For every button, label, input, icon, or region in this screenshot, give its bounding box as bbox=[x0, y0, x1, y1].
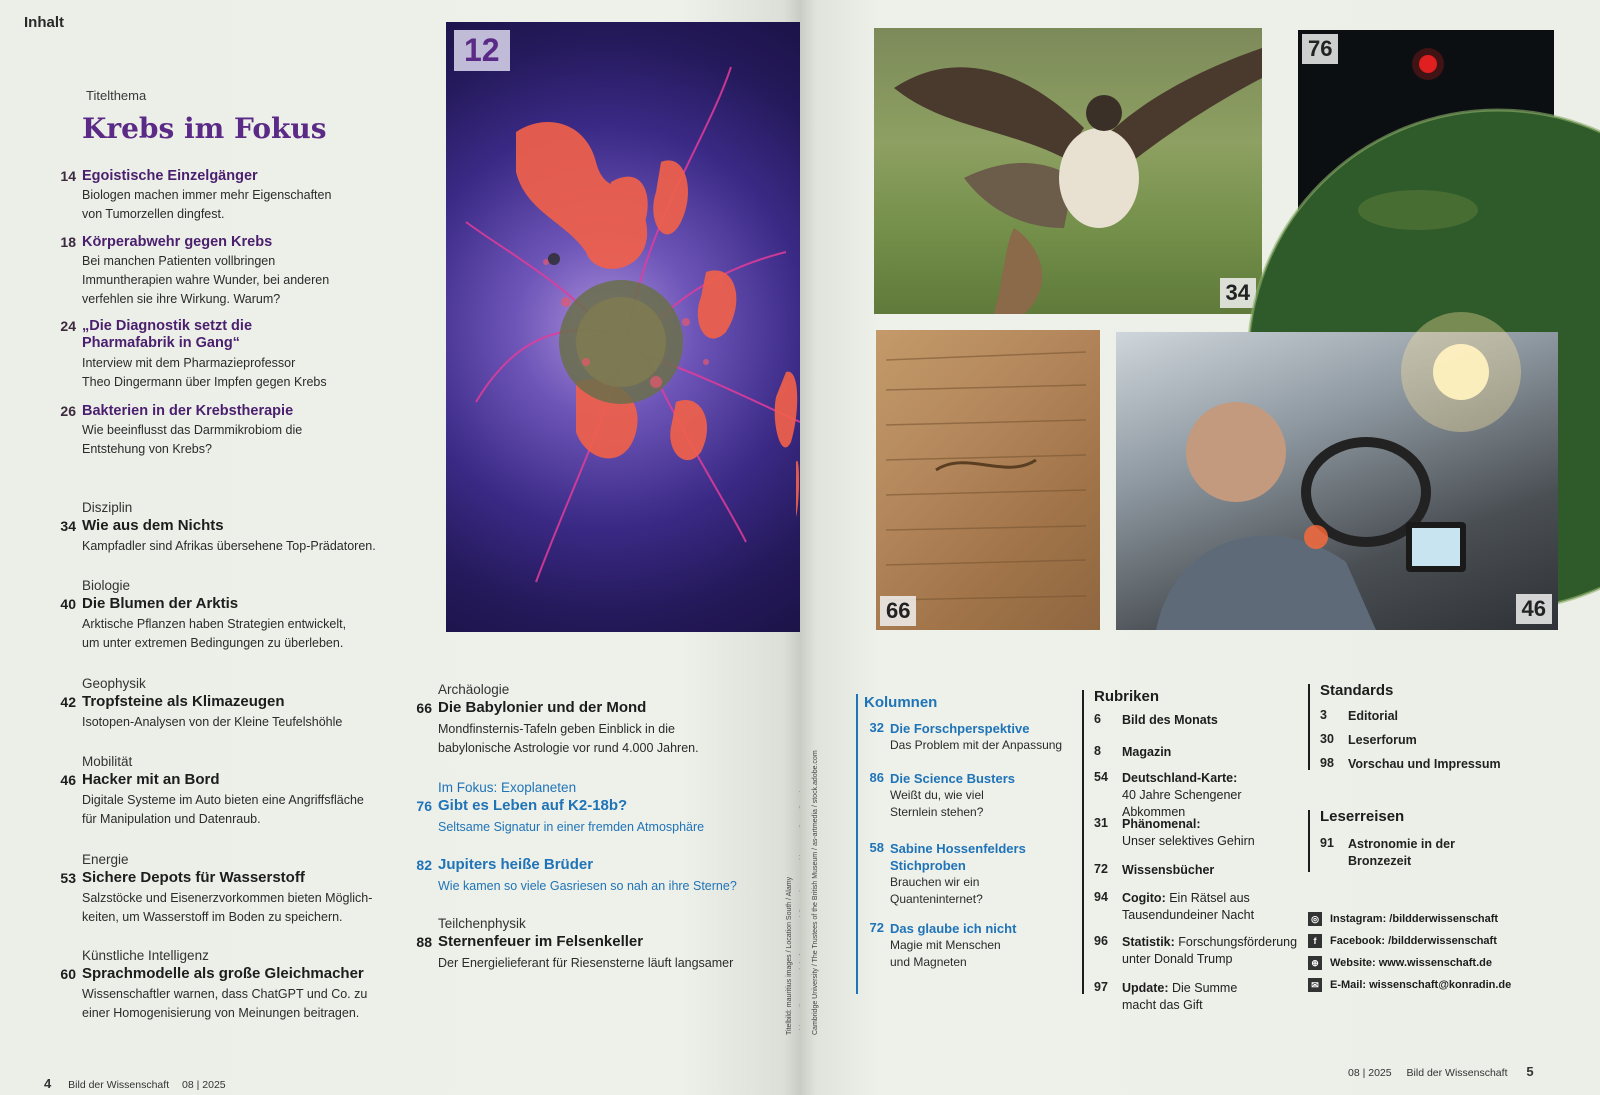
right-page bbox=[800, 0, 1600, 1095]
cover-story-entry bbox=[52, 234, 412, 314]
entry-title: Die Blumen der Arktis bbox=[82, 595, 239, 612]
article-entry bbox=[52, 754, 432, 834]
kolumnen-divider bbox=[856, 694, 858, 994]
entry-description: Weißt du, wie viel Sternlein stehen? bbox=[890, 788, 984, 819]
entry-description: Kampfadler sind Afrikas übersehene Top-Prädatoren. bbox=[82, 539, 376, 553]
rubrik-entry bbox=[1094, 980, 1304, 1020]
entry-page-number: 97 bbox=[1094, 980, 1108, 994]
entry-page-number: 18 bbox=[60, 234, 76, 250]
article-entry bbox=[52, 676, 432, 756]
entry-title: Hacker mit an Bord bbox=[82, 771, 220, 788]
entry-page-number: 66 bbox=[416, 700, 432, 716]
cover-story-entry bbox=[52, 403, 412, 483]
leserreisen-title: Leserreisen bbox=[1320, 808, 1405, 825]
entry-category: Disziplin bbox=[82, 500, 133, 515]
entry-description: Forschungsförderung unter Donald Trump bbox=[1122, 935, 1298, 966]
entry-description: Salzstöcke und Eisenerzvorkommen bieten Möglich- keiten, um Wasserstoff im Boden zu speichern. bbox=[82, 891, 373, 924]
facebook-icon: f bbox=[1308, 934, 1322, 948]
entry-page-number: 88 bbox=[416, 934, 432, 950]
eagle-page-badge: 34 bbox=[1220, 278, 1256, 308]
titelthema-title: Krebs im Fokus bbox=[82, 112, 327, 145]
entry-description: Die Summe macht das Gift bbox=[1122, 981, 1238, 1012]
kolumne-entry bbox=[860, 840, 1080, 910]
entry-text bbox=[1122, 862, 1214, 879]
leserreisen-number: 91 bbox=[1320, 836, 1334, 850]
entry-text bbox=[1122, 770, 1304, 821]
article-entry bbox=[408, 916, 788, 986]
entry-text bbox=[1122, 890, 1254, 924]
entry-text bbox=[1122, 712, 1218, 729]
standards-entry bbox=[1320, 708, 1560, 728]
entry-title: Die Science Busters bbox=[890, 771, 1016, 786]
mail-icon: ✉ bbox=[1308, 978, 1322, 992]
photo-credit-3: Cambridge University / The Trustees of the British Museum / as-artmedia / stock.adobe.com bbox=[812, 750, 819, 1035]
entry-description: 40 Jahre Schengener Abkommen bbox=[1122, 788, 1242, 819]
left-page-number: 4 bbox=[44, 1076, 52, 1091]
eagle-illustration bbox=[874, 28, 1262, 314]
standards-title: Standards bbox=[1320, 682, 1394, 699]
entry-category: Archäologie bbox=[438, 682, 510, 697]
entry-description: Interview mit dem Pharmazieprofessor Theo Dingermann über Impfen gegen Krebs bbox=[82, 356, 327, 389]
article-entry bbox=[52, 500, 432, 580]
entry-category: Künstliche Intelligenz bbox=[82, 948, 209, 963]
entry-category: Geophysik bbox=[82, 676, 146, 691]
leserreisen-label: Astronomie in der Bronzezeit bbox=[1348, 837, 1455, 868]
entry-title: Leserforum bbox=[1348, 733, 1417, 747]
entry-title: Die Forschperspektive bbox=[890, 721, 1030, 736]
driver-illustration bbox=[1116, 332, 1558, 630]
titelthema-label: Titelthema bbox=[86, 88, 147, 103]
entry-description: Mondfinsternis-Tafeln geben Einblick in die babylonische Astrologie vor rund 4.000 Jahren. bbox=[438, 722, 699, 755]
entry-title: Bild des Monats bbox=[1122, 713, 1218, 727]
entry-page-number: 53 bbox=[60, 870, 76, 886]
social-link bbox=[1308, 934, 1497, 948]
entry-title: Die Babylonier und der Mond bbox=[438, 699, 647, 716]
car-interior-photo bbox=[1116, 332, 1558, 630]
social-link bbox=[1308, 956, 1492, 970]
entry-description: Digitale Systeme im Auto bieten eine Angriffsfläche für Manipulation und Datenraub. bbox=[82, 793, 364, 826]
cancer-cell-illustration bbox=[446, 22, 800, 632]
rubrik-entry bbox=[1094, 816, 1304, 856]
entry-title: Wissensbücher bbox=[1122, 863, 1215, 877]
entry-description: Der Energielieferant für Riesensterne läuft langsamer bbox=[438, 956, 734, 970]
rubriken-title: Rubriken bbox=[1094, 688, 1160, 705]
left-footer bbox=[44, 1076, 226, 1091]
rubrik-entry bbox=[1094, 934, 1304, 974]
entry-page-number: 72 bbox=[1094, 862, 1108, 876]
entry-description: Ein Rätsel aus Tausendundeiner Nacht bbox=[1122, 891, 1255, 922]
entry-description: Bei manchen Patienten vollbringen Immuntherapien wahre Wunder, bei anderen verfehlen sie ihre Wirkung. Warum? bbox=[82, 254, 330, 306]
entry-title: Gibt es Leben auf K2-18b? bbox=[438, 797, 628, 814]
entry-title: Egoistische Einzelgänger bbox=[82, 168, 258, 184]
article-entry bbox=[408, 682, 788, 755]
entry-description: Biologen machen immer mehr Eigenschaften von Tumorzellen dingfest. bbox=[82, 188, 332, 221]
entry-category: Teilchenphysik bbox=[438, 916, 526, 931]
cover-page-badge: 12 bbox=[454, 30, 510, 71]
entry-category: Mobilität bbox=[82, 754, 133, 769]
entry-title: Vorschau und Impressum bbox=[1348, 757, 1501, 771]
social-text: E-Mail: wissenschaft@konradin.de bbox=[1330, 978, 1512, 991]
article-entry bbox=[52, 578, 432, 658]
left-footer-issue: 08 | 2025 bbox=[182, 1079, 226, 1091]
entry-text bbox=[1122, 816, 1255, 850]
entry-title: Jupiters heiße Brüder bbox=[438, 856, 594, 873]
entry-title: Deutschland-Karte: bbox=[1122, 771, 1238, 785]
kolumne-entry bbox=[860, 920, 1080, 990]
social-text: Website: www.wissenschaft.de bbox=[1330, 956, 1492, 969]
entry-title: Cogito: bbox=[1122, 891, 1166, 905]
entry-page-number: 76 bbox=[416, 798, 432, 814]
right-page-number: 5 bbox=[1526, 1064, 1534, 1079]
social-link bbox=[1308, 912, 1498, 926]
tablet-page-badge: 66 bbox=[880, 596, 916, 626]
cover-illustration bbox=[446, 22, 800, 632]
entry-title: Körperabwehr gegen Krebs bbox=[82, 234, 273, 250]
rubriken-divider bbox=[1082, 690, 1084, 994]
exoplanet-illustration bbox=[1298, 30, 1554, 316]
entry-category: Im Fokus: Exoplaneten bbox=[438, 780, 577, 795]
entry-page-number: 60 bbox=[60, 966, 76, 982]
page-header: Inhalt bbox=[24, 14, 64, 31]
entry-page-number: 40 bbox=[60, 596, 76, 612]
rubrik-entry bbox=[1094, 770, 1304, 819]
cuneiform-texture bbox=[876, 330, 1100, 630]
article-entry bbox=[52, 852, 432, 932]
clay-tablet-photo bbox=[876, 330, 1100, 630]
article-entry bbox=[408, 780, 788, 850]
entry-page-number: 3 bbox=[1320, 708, 1327, 722]
entry-page-number: 26 bbox=[60, 403, 76, 419]
entry-title: Wie aus dem Nichts bbox=[82, 517, 224, 534]
entry-page-number: 24 bbox=[60, 318, 76, 334]
entry-page-number: 96 bbox=[1094, 934, 1108, 948]
entry-description: Seltsame Signatur in einer fremden Atmosphäre bbox=[438, 820, 705, 834]
kolumnen-title: Kolumnen bbox=[864, 694, 938, 711]
entry-title: Sprachmodelle als große Gleichmacher bbox=[82, 965, 364, 982]
entry-title: Das glaube ich nicht bbox=[890, 921, 1017, 936]
photo-credit-1: Titelbild: mauritius images / Location South / Alamy bbox=[786, 876, 793, 1035]
entry-description: Arktische Pflanzen haben Strategien entwickelt, um unter extremen Bedingungen zu überleben. bbox=[82, 617, 347, 650]
entry-page-number: 82 bbox=[416, 857, 432, 873]
entry-category: Energie bbox=[82, 852, 129, 867]
entry-description: Magie mit Menschen und Magneten bbox=[890, 938, 1001, 969]
social-text: Facebook: /bildderwissenschaft bbox=[1330, 934, 1497, 947]
planet-photo bbox=[1298, 30, 1554, 316]
cover-story-entry bbox=[52, 318, 412, 398]
entry-description: Wie beeinflusst das Darmmikrobiom die Entstehung von Krebs? bbox=[82, 423, 303, 456]
planet-page-badge: 76 bbox=[1302, 34, 1338, 64]
leserreisen-divider bbox=[1308, 810, 1310, 872]
kolumne-entry bbox=[860, 770, 1080, 840]
entry-title: Bakterien in der Krebstherapie bbox=[82, 403, 294, 419]
entry-page-number: 30 bbox=[1320, 732, 1334, 746]
entry-title: Editorial bbox=[1348, 709, 1399, 723]
entry-page-number: 32 bbox=[869, 720, 884, 735]
article-entry bbox=[52, 948, 432, 1028]
entry-page-number: 58 bbox=[869, 840, 884, 855]
entry-title: Sichere Depots für Wasserstoff bbox=[82, 869, 305, 886]
right-footer-issue: 08 | 2025 bbox=[1348, 1067, 1392, 1079]
left-footer-magazine: Bild der Wissenschaft bbox=[68, 1079, 170, 1091]
entry-page-number: 6 bbox=[1094, 712, 1101, 726]
social-link bbox=[1308, 978, 1511, 992]
right-footer-magazine: Bild der Wissenschaft bbox=[1406, 1067, 1508, 1079]
entry-category: Biologie bbox=[82, 578, 131, 593]
entry-text bbox=[1122, 934, 1297, 968]
rubrik-entry bbox=[1094, 890, 1304, 930]
entry-page-number: 94 bbox=[1094, 890, 1108, 904]
entry-title: Sabine Hossenfelders Stichproben bbox=[890, 841, 1026, 873]
entry-title: Magazin bbox=[1122, 745, 1172, 759]
entry-title: Sternenfeuer im Felsenkeller bbox=[438, 933, 644, 950]
entry-description: Wissenschaftler warnen, dass ChatGPT und Co. zu einer Homogenisierung von Meinungen beitragen. bbox=[82, 987, 368, 1020]
entry-page-number: 54 bbox=[1094, 770, 1108, 784]
entry-page-number: 98 bbox=[1320, 756, 1334, 770]
entry-title: Phänomenal: bbox=[1122, 817, 1201, 831]
entry-text bbox=[1122, 980, 1237, 1014]
entry-title: Tropfsteine als Klimazeugen bbox=[82, 693, 285, 710]
entry-page-number: 42 bbox=[60, 694, 76, 710]
globe-icon: ⊕ bbox=[1308, 956, 1322, 970]
social-text: Instagram: /bildderwissenschaft bbox=[1330, 912, 1499, 925]
standards-entry bbox=[1320, 732, 1560, 752]
entry-page-number: 8 bbox=[1094, 744, 1101, 758]
instagram-icon: ◎ bbox=[1308, 912, 1322, 926]
car-page-badge: 46 bbox=[1516, 594, 1552, 624]
entry-title: Update: bbox=[1122, 981, 1169, 995]
entry-text bbox=[1122, 744, 1171, 761]
entry-page-number: 72 bbox=[869, 920, 884, 935]
entry-description: Brauchen wir ein Quanteninternet? bbox=[890, 875, 983, 906]
entry-description: Isotopen-Analysen von der Kleine Teufelshöhle bbox=[82, 715, 343, 729]
entry-description: Unser selektives Gehirn bbox=[1122, 834, 1255, 848]
standards-divider bbox=[1308, 684, 1310, 770]
eagle-photo bbox=[874, 28, 1262, 314]
entry-title: Statistik: bbox=[1122, 935, 1175, 949]
entry-title: „Die Diagnostik setzt die Pharmafabrik in Gang“ bbox=[82, 318, 253, 351]
right-footer bbox=[1348, 1064, 1534, 1079]
entry-description: Wie kamen so viele Gasriesen so nah an ihre Sterne? bbox=[438, 879, 737, 893]
entry-page-number: 31 bbox=[1094, 816, 1108, 830]
entry-page-number: 86 bbox=[869, 770, 884, 785]
entry-description: Das Problem mit der Anpassung bbox=[890, 738, 1063, 752]
entry-page-number: 46 bbox=[60, 772, 76, 788]
standards-entry bbox=[1320, 756, 1560, 776]
entry-page-number: 14 bbox=[60, 168, 76, 184]
entry-page-number: 34 bbox=[60, 518, 76, 534]
